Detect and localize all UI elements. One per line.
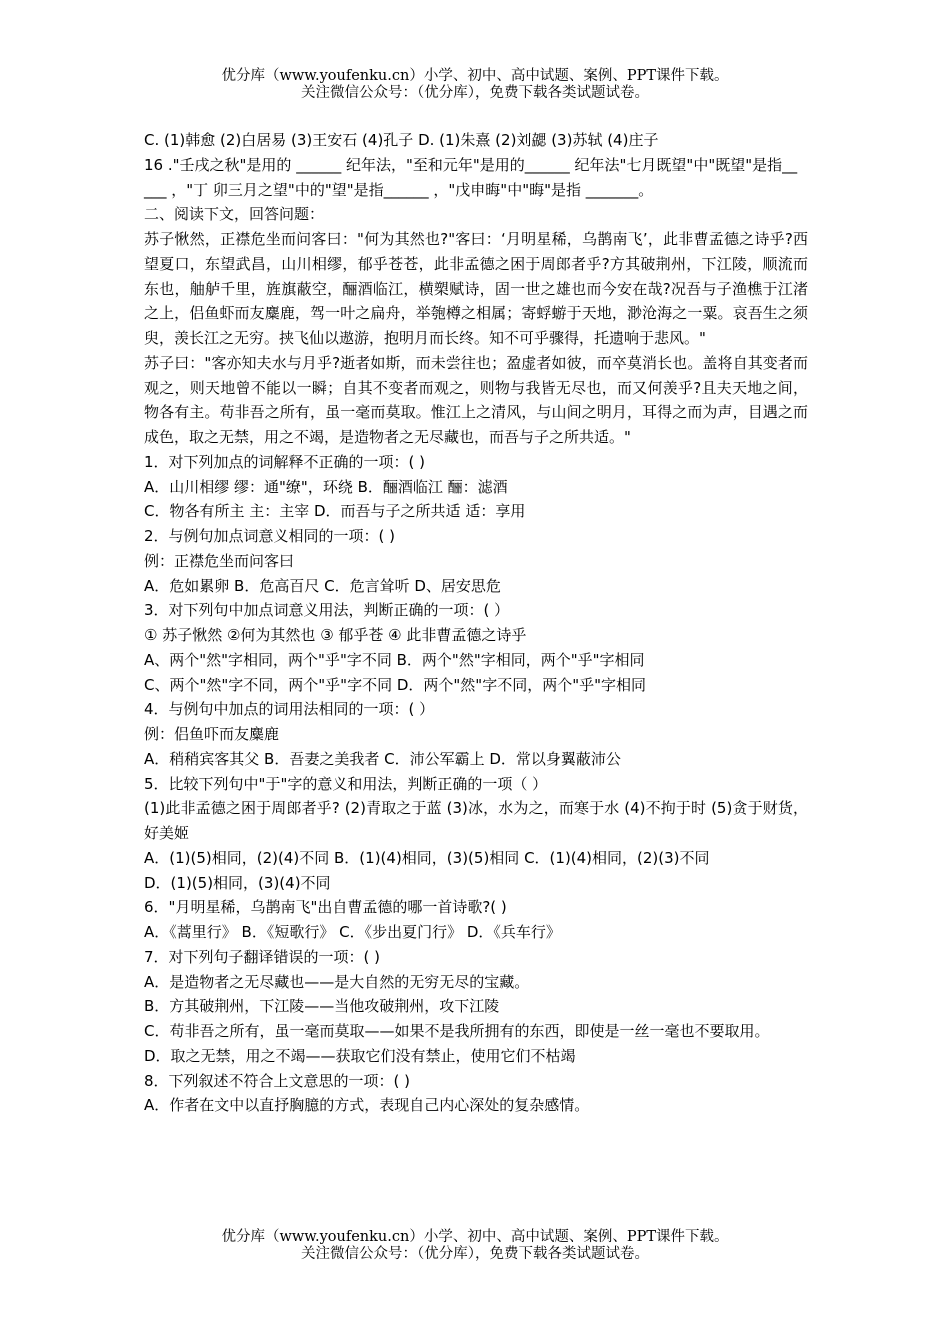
q15-options-cd: C. (1)韩愈 (2)白居易 (3)王安石 (4)孔子 D. (1)朱熹 (2)刘勰 (3)苏轼 (4)庄子 [144,131,659,149]
passage-paragraph-1: 苏子愀然，正襟危坐而问客曰："何为其然也?"客曰：‘月明星稀，乌鹊南飞’，此非曹孟德之诗乎?西望夏口，东望武昌，山川相缪，郁乎苍苍，此非孟德之困于周郎者乎?方其破荆州，下江陵，顺流而东也，舳舻千里，旌旗蔽空，酾酒临江，横槊赋诗，固一世之雄也而今安在哉?况吾与子渔樵于江渚之上，侣鱼虾而友麋鹿，驾一叶之扁舟，举匏樽之相属；寄蜉蝣于天地，渺沧海之一粟。哀吾生之须臾，羡长江之无穷。挟飞仙以遨游，抱明月而长终。知不可乎骤得，托遗响于悲风。" [144,230,808,347]
section-2-title: 二、阅读下文，回答问题： [144,205,325,224]
q3-options-ab: A、两个"然"字相同，两个"乎"字不同 B．两个"然"字相同，两个"乎"字相同 [144,650,645,669]
q5-stem: 5．比较下列句中"于"字的意义和用法，判断正确的一项（ ） [144,774,548,793]
page-footer [0,1229,950,1263]
q3-options-cd: C、两个"然"字不同，两个"乎"字不同 D．两个"然"字不同，两个"乎"字相同 [144,675,646,694]
q1-options-ab: A．山川相缪 缪：通"缭"，环绕 B．酾酒临江 酾：滤酒 [144,477,508,496]
header-line-2: 关注微信公众号：（优分库），免费下载各类试题试卷。 [301,85,649,101]
q7-option-a: A．是造物者之无尽藏也——是大自然的无穷无尽的宝藏。 [144,972,530,991]
q16-line-2: ___ ，"丁 卯三月之望"中的"望"是指______ ，"戊申晦"中"晦"是指 _______。 [144,180,654,199]
q3-items: ① 苏子愀然 ②何为其然也 ③ 郁乎苍 ④ 此非曹孟德之诗乎 [144,626,527,644]
q7-option-c: C．苟非吾之所有，虽一毫而莫取——如果不是我所拥有的东西，即使是一丝一毫也不要取用。 [144,1022,770,1040]
q6-stem: 6．"月明星稀，乌鹊南飞"出自曹孟德的哪一首诗歌?( ) [144,898,507,917]
footer-line-2: 关注微信公众号：（优分库），免费下载各类试题试卷。 [301,1246,649,1262]
q4-options: A．稍稍宾客其父 B．吾妻之美我者 C．沛公军霸上 D．常以身翼蔽沛公 [144,749,621,768]
q16-line-1: 16 ."壬戌之秋"是用的 ______ 纪年法，"至和元年"是用的______ 纪年法"七月既望"中"既望"是指__ [144,155,798,174]
q5-option-d: D．(1)(5)相同，(3)(4)不同 [144,873,331,892]
q1-stem: 1．对下列加点的词解释不正确的一项：( ) [144,452,426,471]
q6-options: A．《蒿里行》 B．《短歌行》 C．《步出夏门行》 D．《兵车行》 [144,923,561,941]
q5-options-abc: A．(1)(5)相同，(2)(4)不同 B．(1)(4)相同，(3)(5)相同 C．(1)(4)相同，(2)(3)不同 [144,848,710,867]
q7-option-b: B．方其破荆州，下江陵——当他攻破荆州，攻下江陵 [144,997,500,1016]
passage-paragraph-2: 苏子曰："客亦知夫水与月乎?逝者如斯，而未尝往也；盈虚者如彼，而卒莫消长也。盖将自其变者而观之，则天地曾不能以一瞬；自其不变者而观之，则物与我皆无尽也，而又何羡乎?且夫天地之间，物各有主。苟非吾之所有，虽一毫而莫取。惟江上之清风，与山间之明月，耳得之而为声，目遇之而成色，取之无禁，用之不竭，是造物者之无尽藏也，而吾与子之所共适。" [144,353,808,446]
q1-options-cd: C．物各有所主 主：主宰 D．而吾与子之所共适 适：享用 [144,502,526,521]
q2-stem: 2．与例句加点词意义相同的一项：( ) [144,527,396,545]
document-body [144,128,808,1118]
q4-example: 例：侣鱼吓而友麋鹿 [144,725,280,743]
q3-stem: 3．对下列句中加点词意义用法，判断正确的一项：( ） [144,601,510,620]
footer-line-1: 优分库（www.youfenku.cn）小学、初中、高中试题、案例、PPT课件下载。 [221,1229,729,1245]
q7-option-d: D．取之无禁，用之不竭——获取它们没有禁止，使用它们不枯竭 [144,1046,576,1065]
q8-stem: 8．下列叙述不符合上文意思的一项：( ) [144,1071,411,1090]
q5-items: (1)此非孟德之困于周郎者乎? (2)青取之于蓝 (3)冰，水为之，而寒于水 (4)不拘于时 (5)贪于财货，好美姬 [144,799,808,842]
q2-options: A．危如累卵 B．危高百尺 C．危言耸听 D、居安思危 [144,576,501,595]
q4-stem: 4．与例句中加点的词用法相同的一项：( ） [144,700,435,719]
page-header [0,68,950,102]
q7-stem: 7．对下列句子翻译错误的一项：( ) [144,947,381,966]
q2-example: 例：正襟危坐而问客曰 [144,551,295,570]
q8-option-a: A．作者在文中以直抒胸臆的方式，表现自己内心深处的复杂感情。 [144,1096,590,1115]
header-line-1: 优分库（www.youfenku.cn）小学、初中、高中试题、案例、PPT课件下载。 [221,68,729,84]
